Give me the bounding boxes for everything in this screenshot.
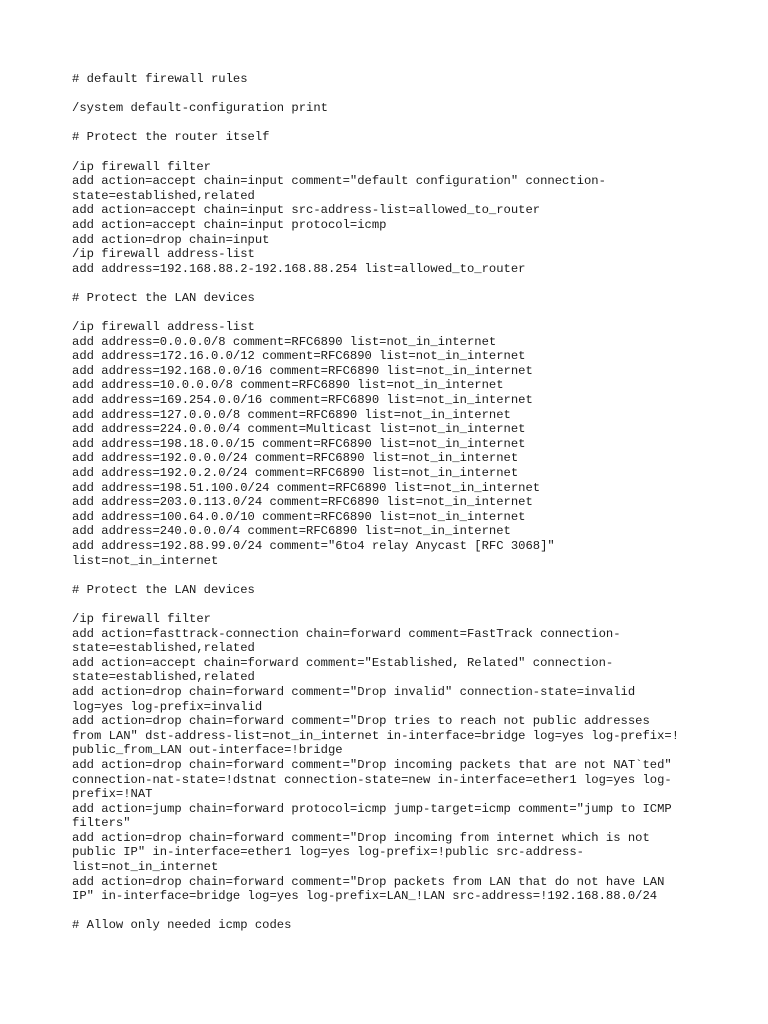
code-line: add address=10.0.0.0/8 comment=RFC6890 list=not_in_internet — [72, 378, 504, 393]
code-line: add address=198.51.100.0/24 comment=RFC6890 list=not_in_internet — [72, 480, 541, 495]
comment-line: # Protect the router itself — [72, 130, 270, 145]
code-line: add address=100.64.0.0/10 comment=RFC6890 list=not_in_internet — [72, 509, 526, 524]
code-line: list=not_in_internet — [72, 553, 219, 568]
code-line: /ip firewall filter — [72, 159, 211, 174]
comment-block — [72, 291, 712, 306]
code-line: add action=drop chain=forward comment="Drop invalid" connection-state=invalid — [72, 684, 636, 699]
code-block — [72, 160, 712, 277]
code-line: public_from_LAN out-interface=!bridge — [72, 743, 343, 758]
comment-block — [72, 918, 712, 933]
code-line: add address=169.254.0.0/16 comment=RFC6890 list=not_in_internet — [72, 393, 533, 408]
code-line: add action=drop chain=forward comment="Drop incoming from internet which is not — [72, 830, 650, 845]
code-line: add action=jump chain=forward protocol=icmp jump-target=icmp comment="jump to ICMP — [72, 801, 672, 816]
code-line: add address=172.16.0.0/12 comment=RFC6890 list=not_in_internet — [72, 349, 526, 364]
code-line: add action=drop chain=input — [72, 232, 270, 247]
code-line: add action=fasttrack-connection chain=forward comment=FastTrack connection- — [72, 626, 621, 641]
code-line: list=not_in_internet — [72, 860, 219, 875]
code-line: log=yes log-prefix=invalid — [72, 699, 263, 714]
comment-line: # Protect the LAN devices — [72, 290, 255, 305]
code-line: add address=192.168.0.0/16 comment=RFC6890 list=not_in_internet — [72, 363, 533, 378]
code-line: add action=accept chain=input comment="default configuration" connection- — [72, 174, 606, 189]
code-line: add address=240.0.0.0/4 comment=RFC6890 list=not_in_internet — [72, 524, 511, 539]
code-line: public IP" in-interface=ether1 log=yes log-prefix=!public src-address- — [72, 845, 584, 860]
code-block — [72, 320, 712, 568]
code-line: connection-nat-state=!dstnat connection-state=new in-interface=ether1 log=yes log- — [72, 772, 672, 787]
code-line: add action=accept chain=forward comment="Established, Related" connection- — [72, 655, 614, 670]
comment-line: # Protect the LAN devices — [72, 582, 255, 597]
code-line: filters" — [72, 816, 131, 831]
code-line: add action=drop chain=forward comment="Drop incoming packets that are not NAT`ted" — [72, 757, 672, 772]
code-line: add action=accept chain=input src-address-list=allowed_to_router — [72, 203, 541, 218]
document-page — [72, 72, 712, 948]
code-block — [72, 612, 712, 904]
code-line: IP" in-interface=bridge log=yes log-prefix=LAN_!LAN src-address=!192.168.88.0/24 — [72, 889, 658, 904]
code-line: /ip firewall address-list — [72, 247, 255, 262]
code-line: state=established,related — [72, 641, 255, 656]
comment-block — [72, 72, 712, 87]
code-line: state=established,related — [72, 670, 255, 685]
code-line: add address=203.0.113.0/24 comment=RFC6890 list=not_in_internet — [72, 495, 533, 510]
comment-block — [72, 583, 712, 598]
code-line: add address=192.0.0.0/24 comment=RFC6890 list=not_in_internet — [72, 451, 519, 466]
code-line: add address=192.88.99.0/24 comment="6to4 relay Anycast [RFC 3068]" — [72, 539, 555, 553]
code-line: /ip firewall filter — [72, 611, 211, 626]
code-line: /system default-configuration print — [72, 101, 328, 116]
code-line: state=established,related — [72, 188, 255, 203]
code-line: add action=drop chain=forward comment="Drop tries to reach not public addresses — [72, 714, 650, 729]
code-line: add address=224.0.0.0/4 comment=Multicast list=not_in_internet — [72, 422, 526, 437]
code-line: add address=0.0.0.0/8 comment=RFC6890 list=not_in_internet — [72, 334, 497, 349]
code-line: add action=accept chain=input protocol=icmp — [72, 217, 387, 232]
code-line: prefix=!NAT — [72, 787, 153, 802]
code-line: add address=192.168.88.2-192.168.88.254 list=allowed_to_router — [72, 261, 526, 276]
code-line: add address=127.0.0.0/8 comment=RFC6890 list=not_in_internet — [72, 407, 511, 422]
code-line: from LAN" dst-address-list=not_in_internet in-interface=bridge log=yes log-prefix=! — [72, 728, 680, 743]
code-line: add address=198.18.0.0/15 comment=RFC6890 list=not_in_internet — [72, 436, 526, 451]
code-block — [72, 101, 712, 116]
code-line: add action=drop chain=forward comment="Drop packets from LAN that do not have LAN — [72, 874, 665, 889]
comment-block — [72, 130, 712, 145]
comment-line: # Allow only needed icmp codes — [72, 918, 292, 933]
code-line: add address=192.0.2.0/24 comment=RFC6890 list=not_in_internet — [72, 466, 519, 481]
code-line: /ip firewall address-list — [72, 320, 255, 335]
comment-line: # default firewall rules — [72, 72, 248, 86]
